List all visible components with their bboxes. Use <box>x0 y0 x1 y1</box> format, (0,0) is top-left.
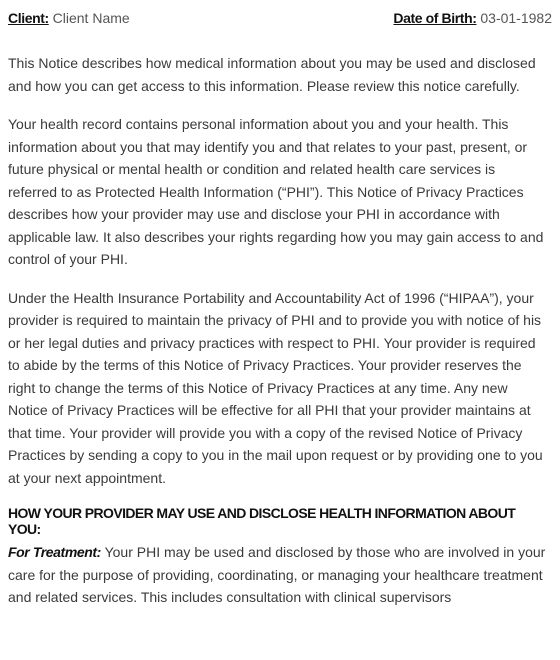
date-of-birth-field <box>393 8 552 28</box>
client-label: Client: <box>8 10 49 26</box>
health-record-paragraph: Your health record contains personal information about you and your health. This information about you that may identify you and that relates to your past, present, or future physical or mental health or condition and related health care services is referred to as Protected Health Information (“PHI”). This Notice of Privacy Practices describes how your provider may use and disclose your PHI in accordance with applicable law. It also describes your rights regarding how you may gain access to and control of your PHI. <box>8 116 544 267</box>
treatment-label: For Treatment: <box>8 544 101 560</box>
intro-paragraph: This Notice describes how medical information about you may be used and disclosed and how you can get access to this information. Please review this notice carefully. <box>8 55 536 94</box>
header-row <box>8 8 552 28</box>
treatment-paragraph <box>8 541 548 609</box>
section-heading: HOW YOUR PROVIDER MAY USE AND DISCLOSE HEALTH INFORMATION ABOUT YOU: <box>8 505 516 537</box>
client-value: Client Name <box>52 10 130 26</box>
notice-body <box>8 52 548 625</box>
client-field <box>8 8 130 28</box>
hipaa-paragraph: Under the Health Insurance Portability and Accountability Act of 1996 (“HIPAA”), your provider is required to maintain the privacy of PHI and to provide you with notice of his or her legal duties and privacy practices with respect to PHI. Your provider is required to abide by the terms of this Notice of Privacy Practices. Your provider reserves the right to change the terms of this Notice of Privacy Practices at any time. Any new Notice of Privacy Practices will be effective for all PHI that your provider maintains at that time. Your provider will provide you with a copy of the revised Notice of Privacy Practices by sending a copy to you in the mail upon request or by providing one to you at your next appointment. <box>8 289 543 486</box>
treatment-text: Your PHI may be used and disclosed by those who are involved in your care for the purpose of providing, coordinating, or managing your healthcare treatment and related services. This includes consultation with clinical supervisors <box>8 544 546 605</box>
date-of-birth-value: 03-01-1982 <box>480 10 552 26</box>
date-of-birth-label: Date of Birth: <box>393 10 477 26</box>
